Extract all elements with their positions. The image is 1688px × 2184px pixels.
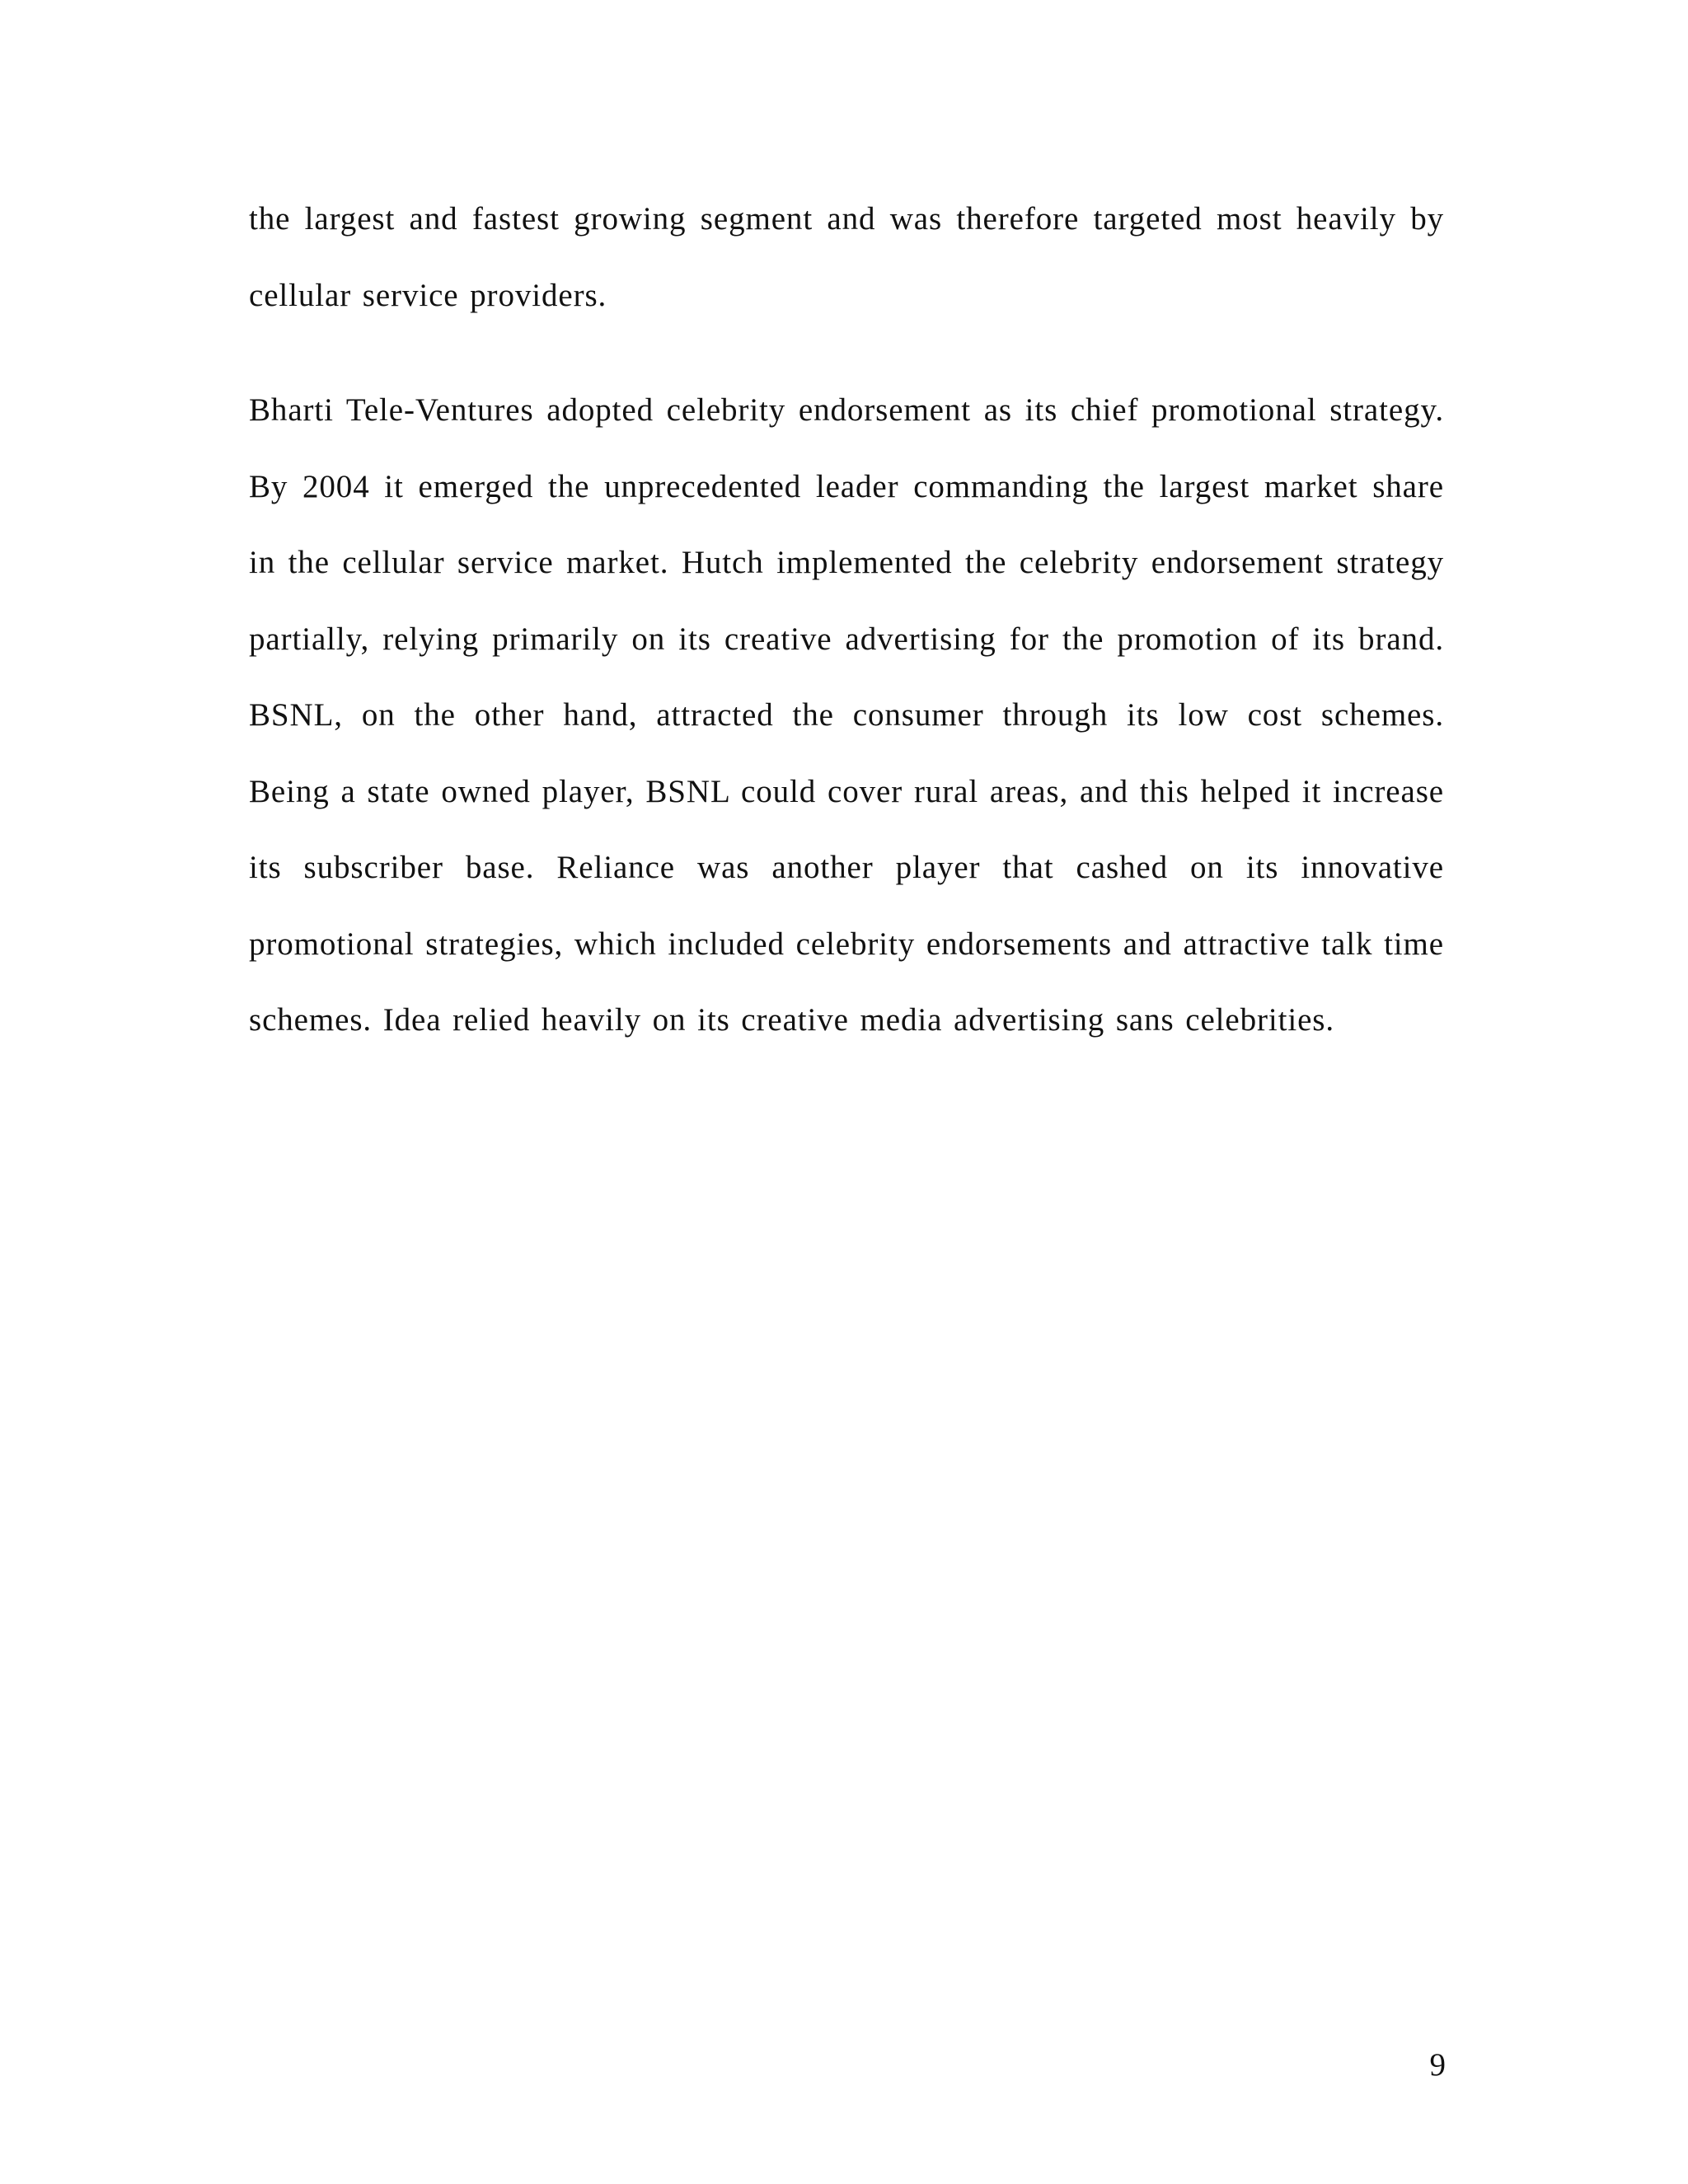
paragraph-promotional-strategies: Bharti Tele-Ventures adopted celebrity endorsement as its chief promotional strategy. By 2004 it emerged the unprecedented leader commanding the largest market share in the cellular service market. Hutch implemented the celebrity endorsement strategy partially, relying primarily on its creative advertising for the promotion of its brand. BSNL, on the other hand, attracted the consumer through its low cost schemes. Being a state owned player, BSNL could cover rural areas, and this helped it increase its subscriber base. Reliance was another player that cashed on its innovative promotional strategies, which included celebrity endorsements and attractive talk time schemes. Idea relied heavily on its creative media advertising sans celebrities. — [249, 392, 1444, 1038]
page-number: 9 — [1429, 2047, 1446, 2083]
paragraph-continuation: the largest and fastest growing segment and was therefore targeted most heavily by cellular service providers. — [249, 201, 1444, 313]
